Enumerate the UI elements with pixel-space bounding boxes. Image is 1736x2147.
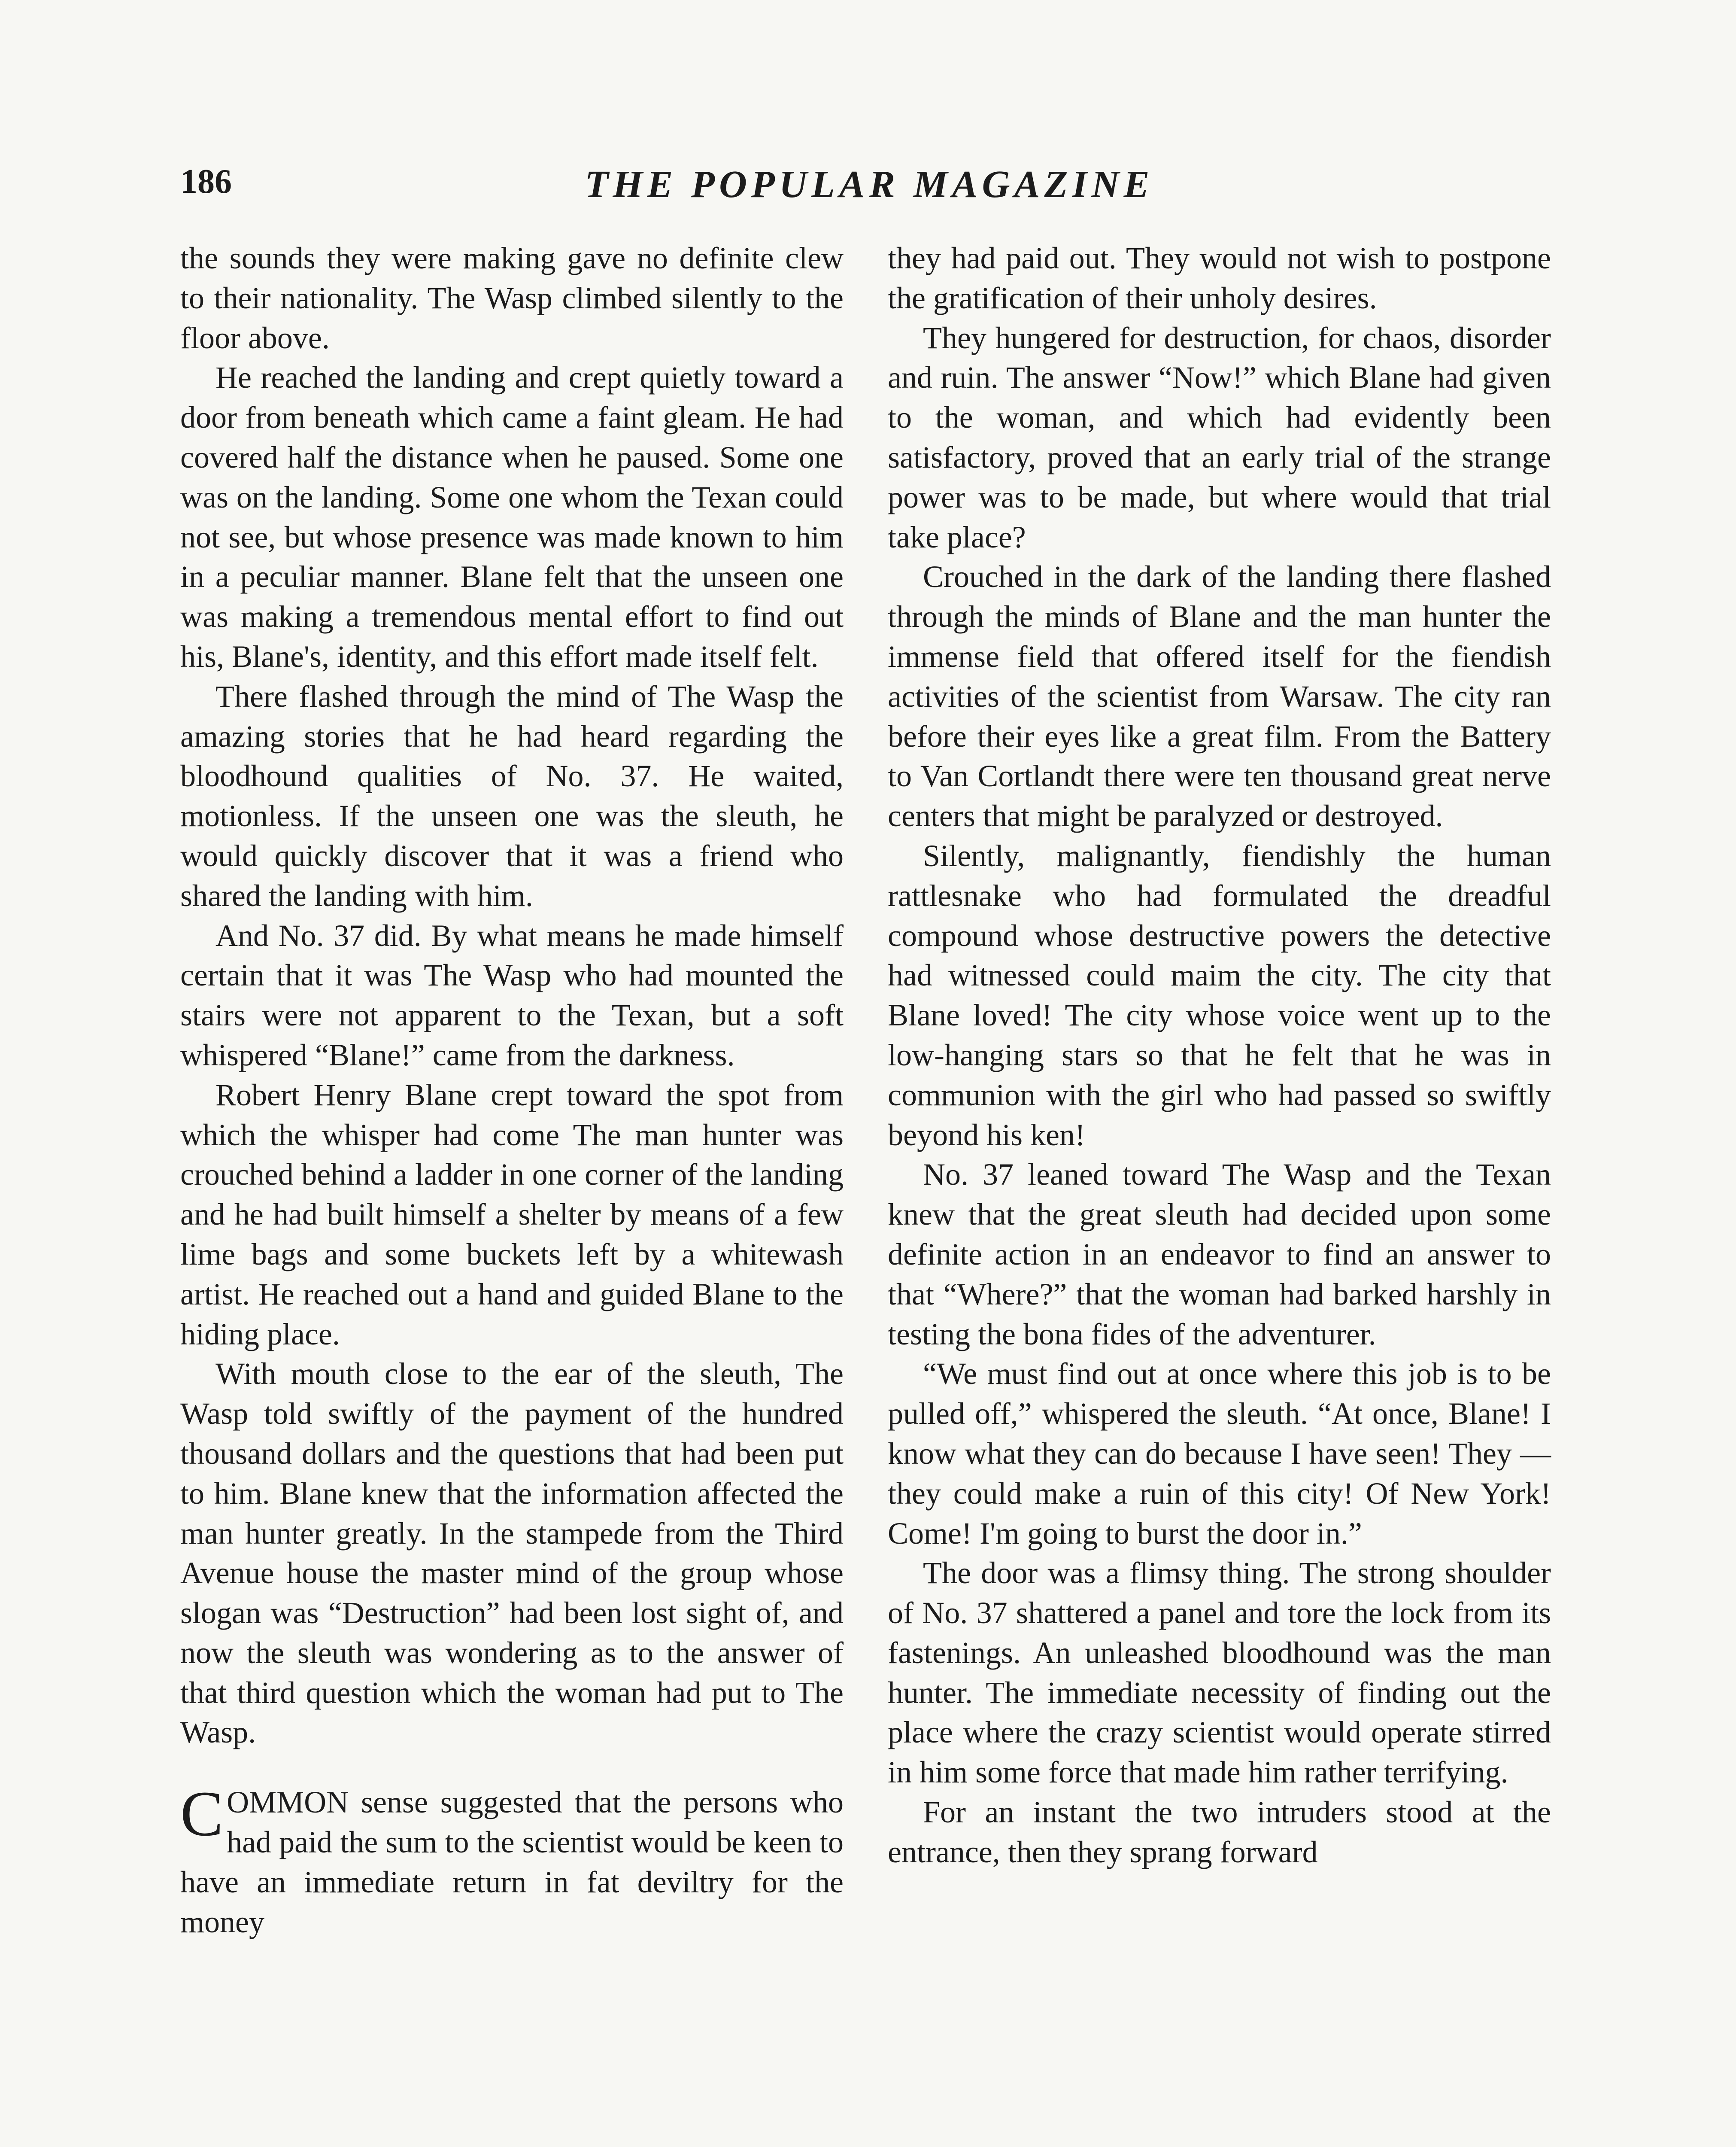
paragraph: He reached the landing and crept quietly toward a door from beneath which came a faint gleam. He had covered half the distance when he paused. Some one was on the landing. Some one whom the Texan could not see, but whose presence was made known to him in a peculiar manner. Blane felt that the unseen one was making a tremendous mental effort to find out his, Blane's, identity, and this effort made itself felt.: [180, 360, 844, 674]
paragraph: Crouched in the dark of the landing there flashed through the minds of Blane and the man hunter the immense field that offered itself for the fiendish activities of the scientist from Warsaw. The city ran before their eyes like a great film. From the Battery to Van Cortlandt there were ten thousand great nerve centers that might be paralyzed or destroyed.: [888, 560, 1551, 833]
paragraph: They hungered for destruction, for chaos, disorder and ruin. The answer “Now!” which Blane had given to the woman, and which had evidently been satisfactory, proved that an early trial of the strange power was to be made, but where would that trial take place?: [888, 320, 1551, 554]
section-paragraph: [180, 1778, 844, 1942]
page-header: [180, 162, 1558, 210]
running-title: THE POPULAR MAGAZINE: [585, 163, 1154, 206]
paragraph: Robert Henry Blane crept toward the spot from which the whisper had come The man hunter was crouched behind a ladder in one corner of the landing and he had built himself a shelter by means of a few lime bags and some buckets left by a whitewash artist. He reached out a hand and guided Blane to the hiding place.: [180, 1077, 844, 1351]
paragraph: With mouth close to the ear of the sleuth, The Wasp told swiftly of the payment of the hundred thousand dollars and the questions that had been put to him. Blane knew that the information affected the man hunter greatly. In the stampede from the Third Avenue house the master mind of the group whose slogan was “Destruction” had been lost sight of, and now the sleuth was wondering as to the answer of that third question which the woman had put to The Wasp.: [180, 1356, 844, 1750]
paragraph-text: OMMON sense suggested that the persons who had paid the sum to the scientist would be keen to have an immediate return in fat deviltry for the money: [180, 1785, 844, 1939]
paragraph: The door was a flimsy thing. The strong shoulder of No. 37 shattered a panel and tore the lock from its fastenings. An unleashed bloodhound was the man hunter. The immediate necessity of finding out the place where the crazy scientist would operate stirred in him some force that made him rather terrifying.: [888, 1556, 1551, 1790]
paragraph: “We must find out at once where this job is to be pulled off,” whispered the sleuth. “At once, Blane! I know what they can do because I have seen! They —they could make a ruin of this city! Of New York! Come! I'm going to burst the door in.”: [888, 1356, 1551, 1551]
paragraph: No. 37 leaned toward The Wasp and the Texan knew that the great sleuth had decided upon some definite action in an endeavor to find an answer to that “Where?” that the woman had barked harshly in testing the bona fides of the adventurer.: [888, 1157, 1551, 1351]
paragraph: There flashed through the mind of The Wasp the amazing stories that he had heard regarding the bloodhound qualities of No. 37. He waited, motionless. If the unseen one was the sleuth, he would quickly discover that it was a friend who shared the landing with him.: [180, 679, 844, 913]
drop-cap: C: [180, 1778, 224, 1850]
paragraph: Silently, malignantly, fiendishly the human rattlesnake who had formulated the dreadful compound whose destructive powers the detective had witnessed could maim the city. The city that Blane loved! The city whose voice went up to the low-hanging stars so that he felt that he was in communion with the girl who had passed so swiftly beyond his ken!: [888, 838, 1551, 1152]
page-number: 186: [180, 163, 232, 201]
paragraph: For an instant the two intruders stood at the entrance, then they sprang forward: [888, 1795, 1551, 1869]
paragraph: they had paid out. They would not wish to postpone the gratification of their unholy desires.: [888, 241, 1551, 315]
paragraph: And No. 37 did. By what means he made himself certain that it was The Wasp who had mounted the stairs were not apparent to the Texan, but a soft whispered “Blane!” came from the darkness.: [180, 918, 844, 1072]
paragraph: the sounds they were making gave no definite clew to their nationality. The Wasp climbed silently to the floor above.: [180, 241, 844, 355]
right-column: [888, 238, 1551, 1872]
left-column: [180, 238, 844, 1942]
